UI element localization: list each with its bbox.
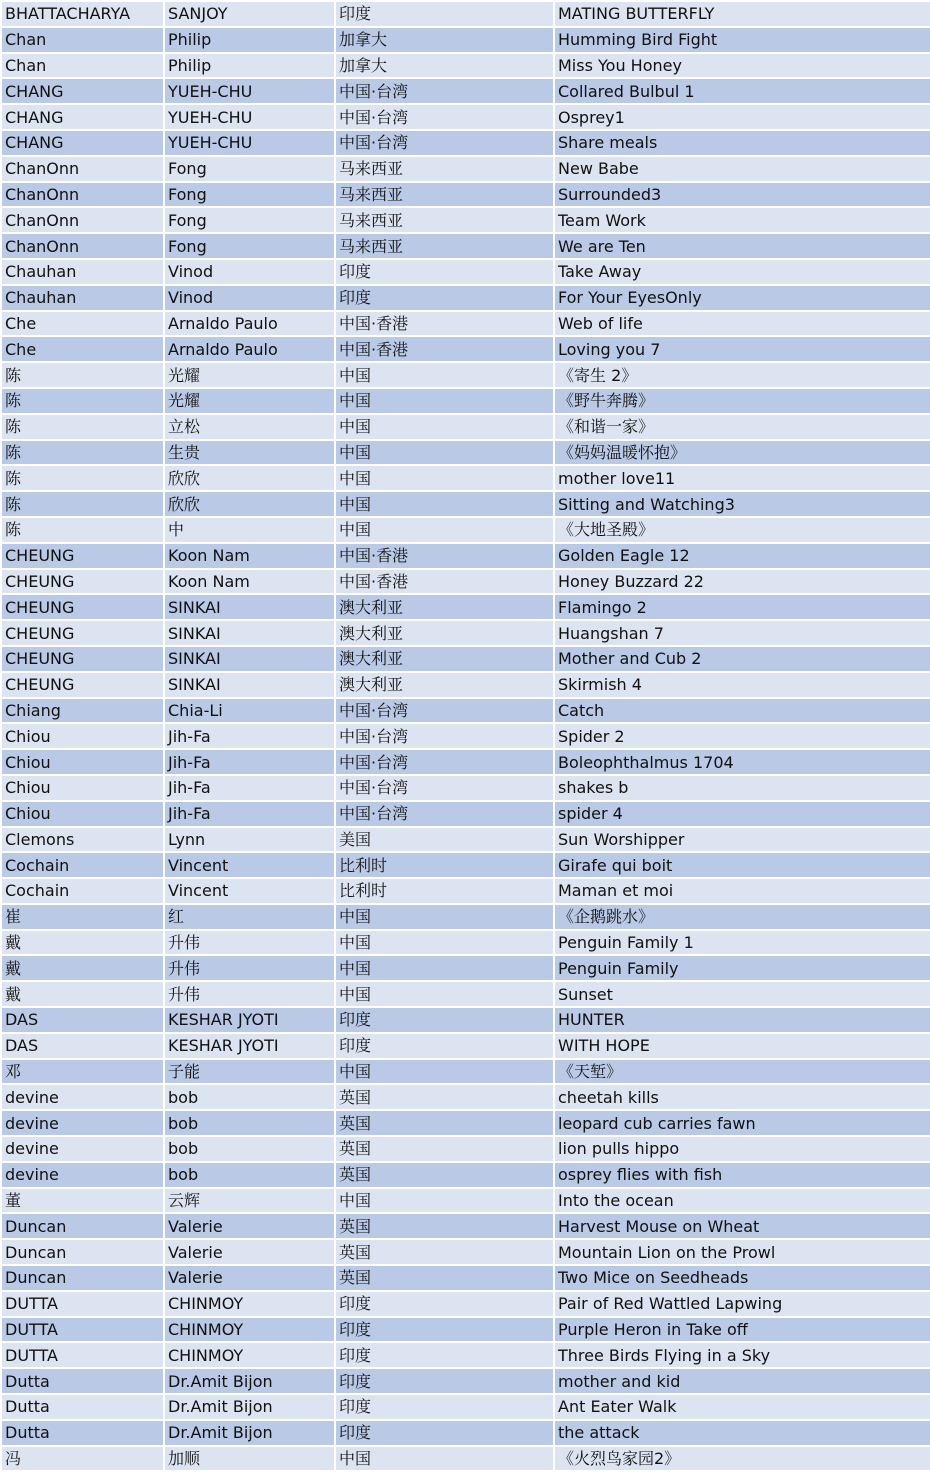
surname-cell: 陈 [1, 362, 164, 388]
title-cell: spider 4 [554, 801, 930, 827]
country-cell: 印度 [335, 1368, 554, 1394]
given-name-cell: 立松 [164, 414, 335, 440]
table-row [1, 1239, 930, 1265]
title-cell: Huangshan 7 [554, 620, 930, 646]
table-row [1, 491, 930, 517]
country-cell: 英国 [335, 1265, 554, 1291]
country-cell: 印度 [335, 1342, 554, 1368]
title-cell: Harvest Mouse on Wheat [554, 1213, 930, 1239]
country-cell: 澳大利亚 [335, 646, 554, 672]
surname-cell: CHEUNG [1, 543, 164, 569]
country-cell: 比利时 [335, 852, 554, 878]
given-name-cell: Fong [164, 182, 335, 208]
given-name-cell: Vincent [164, 878, 335, 904]
given-name-cell: 光耀 [164, 388, 335, 414]
table-row [1, 827, 930, 853]
given-name-cell: Vinod [164, 259, 335, 285]
country-cell: 中国·台湾 [335, 801, 554, 827]
title-cell: Sunset [554, 981, 930, 1007]
given-name-cell: 升伟 [164, 930, 335, 956]
title-cell: Miss You Honey [554, 53, 930, 79]
table-row [1, 1446, 930, 1472]
country-cell: 加拿大 [335, 53, 554, 79]
given-name-cell: Jih-Fa [164, 749, 335, 775]
title-cell: Humming Bird Fight [554, 27, 930, 53]
title-cell: Boleophthalmus 1704 [554, 749, 930, 775]
table-row [1, 362, 930, 388]
given-name-cell: 云辉 [164, 1188, 335, 1214]
surname-cell: CHEUNG [1, 646, 164, 672]
given-name-cell: KESHAR JYOTI [164, 1033, 335, 1059]
title-cell: Flamingo 2 [554, 594, 930, 620]
table-row [1, 1342, 930, 1368]
title-cell: Sitting and Watching3 [554, 491, 930, 517]
table-row [1, 1033, 930, 1059]
title-cell: We are Ten [554, 233, 930, 259]
entries-table-body [1, 1, 930, 1471]
surname-cell: Chan [1, 27, 164, 53]
table-row [1, 878, 930, 904]
table-row [1, 388, 930, 414]
country-cell: 英国 [335, 1084, 554, 1110]
given-name-cell: CHINMOY [164, 1317, 335, 1343]
table-row [1, 259, 930, 285]
title-cell: Mountain Lion on the Prowl [554, 1239, 930, 1265]
given-name-cell: bob [164, 1162, 335, 1188]
surname-cell: CHANG [1, 78, 164, 104]
surname-cell: Dutta [1, 1394, 164, 1420]
title-cell: WITH HOPE [554, 1033, 930, 1059]
country-cell: 中国·台湾 [335, 78, 554, 104]
surname-cell: 陈 [1, 440, 164, 466]
table-row [1, 1368, 930, 1394]
table-row [1, 130, 930, 156]
table-row [1, 543, 930, 569]
table-row [1, 1084, 930, 1110]
surname-cell: Chiou [1, 749, 164, 775]
country-cell: 中国 [335, 517, 554, 543]
surname-cell: ChanOnn [1, 207, 164, 233]
surname-cell: DAS [1, 1033, 164, 1059]
surname-cell: Chauhan [1, 285, 164, 311]
country-cell: 中国 [335, 904, 554, 930]
country-cell: 澳大利亚 [335, 620, 554, 646]
given-name-cell: Koon Nam [164, 543, 335, 569]
country-cell: 中国 [335, 465, 554, 491]
title-cell: Maman et moi [554, 878, 930, 904]
country-cell: 中国 [335, 1188, 554, 1214]
surname-cell: Chiang [1, 698, 164, 724]
title-cell: the attack [554, 1420, 930, 1446]
title-cell: Share meals [554, 130, 930, 156]
title-cell: Loving you 7 [554, 336, 930, 362]
country-cell: 中国 [335, 930, 554, 956]
surname-cell: 崔 [1, 904, 164, 930]
surname-cell: 董 [1, 1188, 164, 1214]
given-name-cell: SINKAI [164, 620, 335, 646]
surname-cell: Duncan [1, 1213, 164, 1239]
table-row [1, 981, 930, 1007]
given-name-cell: Vincent [164, 852, 335, 878]
country-cell: 中国·台湾 [335, 775, 554, 801]
surname-cell: DUTTA [1, 1317, 164, 1343]
surname-cell: CHEUNG [1, 620, 164, 646]
surname-cell: 陈 [1, 414, 164, 440]
surname-cell: Chiou [1, 801, 164, 827]
title-cell: Spider 2 [554, 723, 930, 749]
table-row [1, 698, 930, 724]
surname-cell: devine [1, 1084, 164, 1110]
title-cell: 《天堑》 [554, 1059, 930, 1085]
country-cell: 中国 [335, 981, 554, 1007]
title-cell: shakes b [554, 775, 930, 801]
title-cell: Honey Buzzard 22 [554, 569, 930, 595]
title-cell: HUNTER [554, 1007, 930, 1033]
country-cell: 马来西亚 [335, 233, 554, 259]
country-cell: 中国·台湾 [335, 749, 554, 775]
table-row [1, 775, 930, 801]
table-row [1, 672, 930, 698]
surname-cell: Clemons [1, 827, 164, 853]
given-name-cell: Dr.Amit Bijon [164, 1420, 335, 1446]
title-cell: MATING BUTTERFLY [554, 1, 930, 27]
given-name-cell: 升伟 [164, 955, 335, 981]
title-cell: 《寄生 2》 [554, 362, 930, 388]
country-cell: 中国·台湾 [335, 723, 554, 749]
given-name-cell: Arnaldo Paulo [164, 336, 335, 362]
surname-cell: Cochain [1, 852, 164, 878]
surname-cell: 冯 [1, 1446, 164, 1472]
surname-cell: CHANG [1, 130, 164, 156]
table-row [1, 1420, 930, 1446]
surname-cell: ChanOnn [1, 156, 164, 182]
given-name-cell: SINKAI [164, 672, 335, 698]
table-row [1, 311, 930, 337]
title-cell: Take Away [554, 259, 930, 285]
country-cell: 印度 [335, 1394, 554, 1420]
table-row [1, 104, 930, 130]
title-cell: 《企鹅跳水》 [554, 904, 930, 930]
surname-cell: Chiou [1, 723, 164, 749]
surname-cell: Che [1, 311, 164, 337]
given-name-cell: 光耀 [164, 362, 335, 388]
title-cell: Ant Eater Walk [554, 1394, 930, 1420]
title-cell: Collared Bulbul 1 [554, 78, 930, 104]
given-name-cell: YUEH-CHU [164, 130, 335, 156]
country-cell: 英国 [335, 1136, 554, 1162]
country-cell: 马来西亚 [335, 182, 554, 208]
title-cell: Skirmish 4 [554, 672, 930, 698]
given-name-cell: 欣欣 [164, 465, 335, 491]
country-cell: 中国 [335, 362, 554, 388]
country-cell: 中国·台湾 [335, 698, 554, 724]
country-cell: 印度 [335, 1291, 554, 1317]
table-row [1, 285, 930, 311]
title-cell: 《大地圣殿》 [554, 517, 930, 543]
surname-cell: BHATTACHARYA [1, 1, 164, 27]
given-name-cell: bob [164, 1110, 335, 1136]
country-cell: 比利时 [335, 878, 554, 904]
surname-cell: devine [1, 1110, 164, 1136]
country-cell: 马来西亚 [335, 207, 554, 233]
title-cell: Golden Eagle 12 [554, 543, 930, 569]
surname-cell: 陈 [1, 491, 164, 517]
given-name-cell: Valerie [164, 1265, 335, 1291]
title-cell: mother and kid [554, 1368, 930, 1394]
title-cell: Three Birds Flying in a Sky [554, 1342, 930, 1368]
country-cell: 澳大利亚 [335, 594, 554, 620]
table-row [1, 1265, 930, 1291]
surname-cell: Cochain [1, 878, 164, 904]
country-cell: 印度 [335, 285, 554, 311]
given-name-cell: YUEH-CHU [164, 78, 335, 104]
title-cell: lion pulls hippo [554, 1136, 930, 1162]
given-name-cell: 加顺 [164, 1446, 335, 1472]
table-row [1, 156, 930, 182]
table-row [1, 1, 930, 27]
table-row [1, 1110, 930, 1136]
surname-cell: Duncan [1, 1265, 164, 1291]
country-cell: 中国·香港 [335, 569, 554, 595]
surname-cell: ChanOnn [1, 233, 164, 259]
title-cell: leopard cub carries fawn [554, 1110, 930, 1136]
title-cell: 《和谐一家》 [554, 414, 930, 440]
country-cell: 澳大利亚 [335, 672, 554, 698]
table-row [1, 569, 930, 595]
table-row [1, 1136, 930, 1162]
table-row [1, 53, 930, 79]
country-cell: 中国 [335, 1059, 554, 1085]
surname-cell: devine [1, 1136, 164, 1162]
table-row [1, 723, 930, 749]
country-cell: 美国 [335, 827, 554, 853]
surname-cell: 邓 [1, 1059, 164, 1085]
table-row [1, 594, 930, 620]
table-row [1, 1317, 930, 1343]
table-row [1, 1213, 930, 1239]
surname-cell: Dutta [1, 1368, 164, 1394]
country-cell: 中国·香港 [335, 311, 554, 337]
table-row [1, 233, 930, 259]
country-cell: 印度 [335, 1420, 554, 1446]
country-cell: 印度 [335, 259, 554, 285]
surname-cell: Duncan [1, 1239, 164, 1265]
table-row [1, 620, 930, 646]
table-row [1, 1162, 930, 1188]
given-name-cell: Vinod [164, 285, 335, 311]
surname-cell: Che [1, 336, 164, 362]
surname-cell: 戴 [1, 981, 164, 1007]
given-name-cell: 生贵 [164, 440, 335, 466]
surname-cell: 戴 [1, 930, 164, 956]
title-cell: cheetah kills [554, 1084, 930, 1110]
table-row [1, 801, 930, 827]
given-name-cell: Jih-Fa [164, 801, 335, 827]
title-cell: 《妈妈温暖怀抱》 [554, 440, 930, 466]
title-cell: New Babe [554, 156, 930, 182]
given-name-cell: Fong [164, 233, 335, 259]
given-name-cell: Fong [164, 207, 335, 233]
title-cell: 《野牛奔腾》 [554, 388, 930, 414]
surname-cell: CHEUNG [1, 672, 164, 698]
surname-cell: DUTTA [1, 1342, 164, 1368]
given-name-cell: bob [164, 1084, 335, 1110]
title-cell: 《火烈鸟家园2》 [554, 1446, 930, 1472]
table-row [1, 1291, 930, 1317]
country-cell: 印度 [335, 1007, 554, 1033]
country-cell: 中国 [335, 440, 554, 466]
title-cell: For Your EyesOnly [554, 285, 930, 311]
given-name-cell: Philip [164, 53, 335, 79]
given-name-cell: Jih-Fa [164, 775, 335, 801]
title-cell: Team Work [554, 207, 930, 233]
country-cell: 中国 [335, 414, 554, 440]
table-row [1, 955, 930, 981]
surname-cell: CHANG [1, 104, 164, 130]
surname-cell: 陈 [1, 388, 164, 414]
table-row [1, 517, 930, 543]
given-name-cell: 升伟 [164, 981, 335, 1007]
given-name-cell: SINKAI [164, 594, 335, 620]
table-row [1, 1007, 930, 1033]
country-cell: 马来西亚 [335, 156, 554, 182]
surname-cell: 戴 [1, 955, 164, 981]
title-cell: Into the ocean [554, 1188, 930, 1214]
table-row [1, 78, 930, 104]
given-name-cell: SANJOY [164, 1, 335, 27]
title-cell: Web of life [554, 311, 930, 337]
title-cell: Catch [554, 698, 930, 724]
table-row [1, 440, 930, 466]
title-cell: mother love11 [554, 465, 930, 491]
country-cell: 印度 [335, 1317, 554, 1343]
country-cell: 中国 [335, 1446, 554, 1472]
title-cell: Mother and Cub 2 [554, 646, 930, 672]
surname-cell: DAS [1, 1007, 164, 1033]
title-cell: Penguin Family [554, 955, 930, 981]
title-cell: Pair of Red Wattled Lapwing [554, 1291, 930, 1317]
title-cell: Osprey1 [554, 104, 930, 130]
given-name-cell: YUEH-CHU [164, 104, 335, 130]
title-cell: Girafe qui boit [554, 852, 930, 878]
given-name-cell: bob [164, 1136, 335, 1162]
surname-cell: 陈 [1, 517, 164, 543]
table-row [1, 930, 930, 956]
given-name-cell: Fong [164, 156, 335, 182]
country-cell: 中国 [335, 388, 554, 414]
table-row [1, 1394, 930, 1420]
given-name-cell: Jih-Fa [164, 723, 335, 749]
table-row [1, 904, 930, 930]
given-name-cell: Arnaldo Paulo [164, 311, 335, 337]
country-cell: 中国 [335, 491, 554, 517]
country-cell: 中国·香港 [335, 336, 554, 362]
table-row [1, 1059, 930, 1085]
country-cell: 英国 [335, 1213, 554, 1239]
given-name-cell: 红 [164, 904, 335, 930]
country-cell: 中国·台湾 [335, 130, 554, 156]
given-name-cell: 中 [164, 517, 335, 543]
title-cell: Surrounded3 [554, 182, 930, 208]
given-name-cell: CHINMOY [164, 1342, 335, 1368]
given-name-cell: CHINMOY [164, 1291, 335, 1317]
given-name-cell: Dr.Amit Bijon [164, 1394, 335, 1420]
country-cell: 印度 [335, 1033, 554, 1059]
given-name-cell: Lynn [164, 827, 335, 853]
title-cell: osprey flies with fish [554, 1162, 930, 1188]
country-cell: 中国·台湾 [335, 104, 554, 130]
surname-cell: CHEUNG [1, 594, 164, 620]
surname-cell: 陈 [1, 465, 164, 491]
country-cell: 中国 [335, 955, 554, 981]
table-row [1, 852, 930, 878]
surname-cell: CHEUNG [1, 569, 164, 595]
country-cell: 英国 [335, 1239, 554, 1265]
table-row [1, 749, 930, 775]
given-name-cell: SINKAI [164, 646, 335, 672]
title-cell: Two Mice on Seedheads [554, 1265, 930, 1291]
country-cell: 印度 [335, 1, 554, 27]
given-name-cell: Valerie [164, 1239, 335, 1265]
surname-cell: Chan [1, 53, 164, 79]
country-cell: 加拿大 [335, 27, 554, 53]
given-name-cell: 欣欣 [164, 491, 335, 517]
table-row [1, 1188, 930, 1214]
table-row [1, 182, 930, 208]
given-name-cell: 子能 [164, 1059, 335, 1085]
given-name-cell: Koon Nam [164, 569, 335, 595]
given-name-cell: KESHAR JYOTI [164, 1007, 335, 1033]
table-row [1, 27, 930, 53]
country-cell: 英国 [335, 1110, 554, 1136]
surname-cell: Chauhan [1, 259, 164, 285]
given-name-cell: Chia-Li [164, 698, 335, 724]
surname-cell: devine [1, 1162, 164, 1188]
table-row [1, 336, 930, 362]
table-row [1, 207, 930, 233]
surname-cell: Chiou [1, 775, 164, 801]
title-cell: Penguin Family 1 [554, 930, 930, 956]
country-cell: 中国·香港 [335, 543, 554, 569]
country-cell: 英国 [335, 1162, 554, 1188]
given-name-cell: Valerie [164, 1213, 335, 1239]
surname-cell: DUTTA [1, 1291, 164, 1317]
table-row [1, 465, 930, 491]
given-name-cell: Philip [164, 27, 335, 53]
table-row [1, 414, 930, 440]
surname-cell: Dutta [1, 1420, 164, 1446]
title-cell: Sun Worshipper [554, 827, 930, 853]
given-name-cell: Dr.Amit Bijon [164, 1368, 335, 1394]
title-cell: Purple Heron in Take off [554, 1317, 930, 1343]
table-row [1, 646, 930, 672]
surname-cell: ChanOnn [1, 182, 164, 208]
